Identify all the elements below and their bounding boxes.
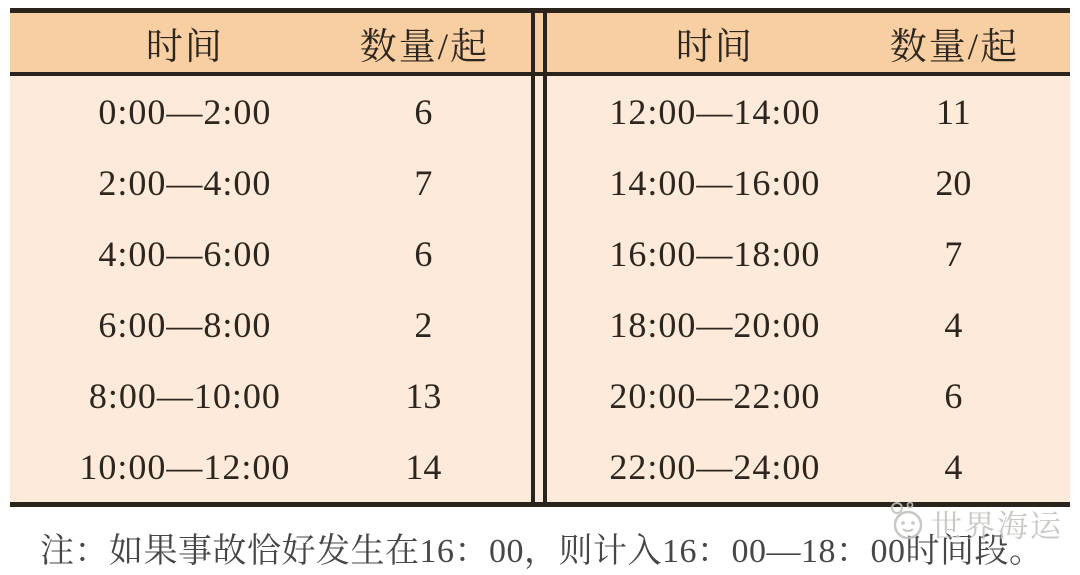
count-cell: 7 — [944, 233, 963, 274]
table-note: 注：如果事故恰好发生在16：00，则计入16：00—18：00时间段。 — [40, 533, 1044, 570]
table-row — [540, 431, 1070, 502]
time-cell: 20:00—22:00 — [609, 375, 821, 416]
time-cell: 4:00—6:00 — [98, 233, 272, 274]
accident-frequency-table — [10, 8, 1070, 507]
table-row — [540, 360, 1070, 431]
table-row — [10, 147, 540, 218]
count-cell: 2 — [414, 304, 433, 345]
count-cell: 14 — [405, 446, 442, 487]
count-cell: 7 — [414, 162, 433, 203]
time-cell: 8:00—10:00 — [88, 375, 281, 416]
col-header-count: 数量/起 — [359, 26, 490, 68]
table-row — [10, 360, 540, 431]
time-cell: 14:00—16:00 — [609, 162, 821, 203]
table-left-half — [10, 13, 540, 502]
col-header-time: 时间 — [145, 26, 224, 68]
col-header-time: 时间 — [675, 26, 754, 68]
center-divider-line-right — [543, 8, 547, 507]
count-cell: 4 — [944, 446, 963, 487]
time-cell: 16:00—18:00 — [609, 233, 821, 274]
table-halves — [10, 13, 1070, 502]
table-row — [540, 218, 1070, 289]
table-header-row — [540, 13, 1070, 76]
table-row — [540, 289, 1070, 360]
count-cell: 11 — [936, 91, 971, 132]
time-cell: 10:00—12:00 — [79, 446, 291, 487]
count-cell: 4 — [944, 304, 963, 345]
table-header-row — [10, 13, 540, 76]
time-cell: 0:00—2:00 — [98, 91, 272, 132]
count-cell: 6 — [944, 375, 963, 416]
table-row — [10, 76, 540, 147]
center-divider-line-left — [531, 8, 535, 507]
time-cell: 12:00—14:00 — [609, 91, 821, 132]
count-cell: 6 — [414, 91, 433, 132]
count-cell: 6 — [414, 233, 433, 274]
count-cell: 20 — [935, 162, 972, 203]
table-row — [540, 147, 1070, 218]
col-header-count: 数量/起 — [889, 26, 1020, 68]
time-cell: 18:00—20:00 — [609, 304, 821, 345]
table-row — [540, 76, 1070, 147]
table-row — [10, 289, 540, 360]
time-cell: 6:00—8:00 — [98, 304, 272, 345]
table-row — [10, 431, 540, 502]
count-cell: 13 — [405, 375, 442, 416]
watermark-text: 世界海运 — [931, 509, 1063, 544]
table-right-half — [540, 13, 1070, 502]
time-cell: 22:00—24:00 — [609, 446, 821, 487]
time-cell: 2:00—4:00 — [98, 162, 272, 203]
table-row — [10, 218, 540, 289]
